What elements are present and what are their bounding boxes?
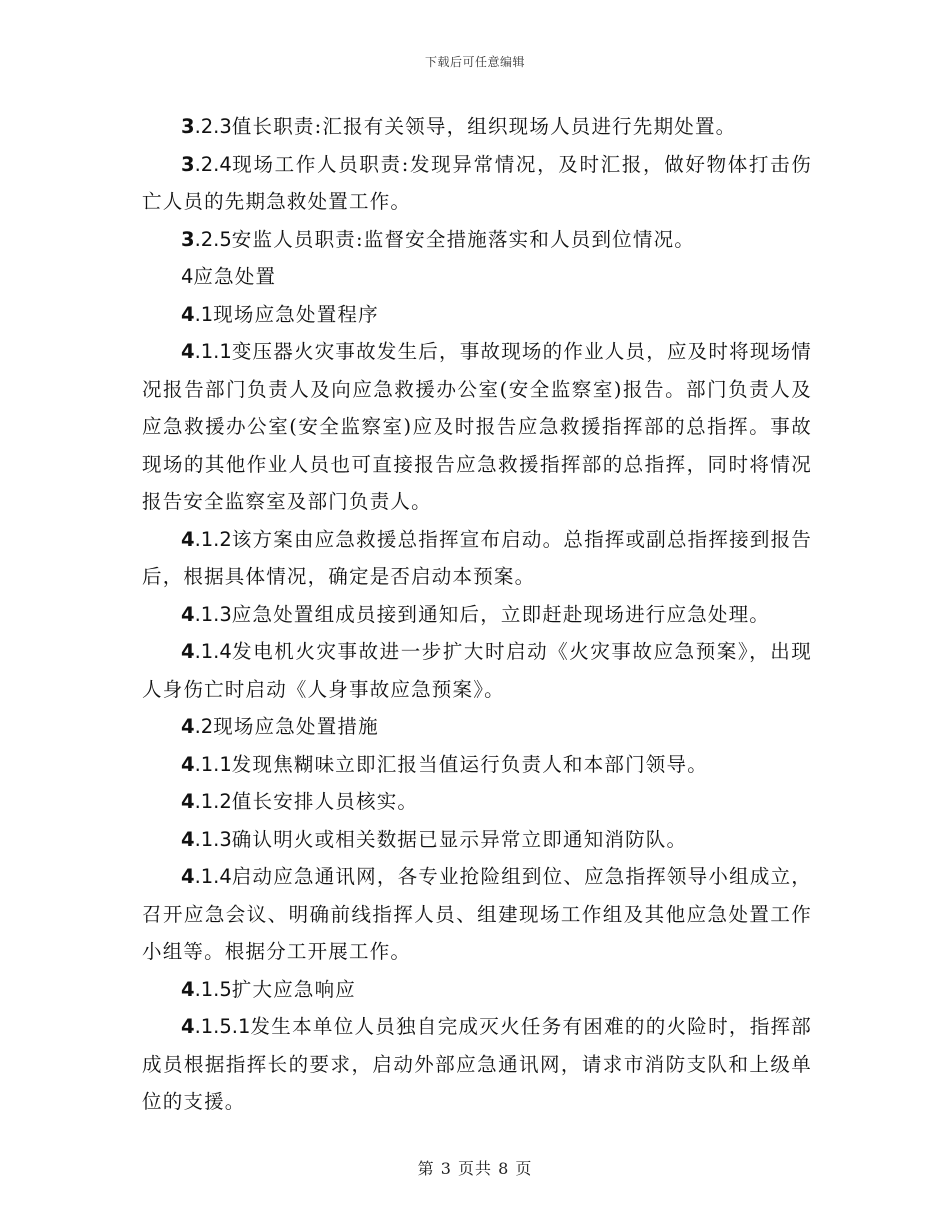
paragraph-measure-2: [142, 783, 812, 821]
paragraph-4-1-4: [142, 633, 812, 708]
paragraph-3-2-5: [142, 221, 812, 259]
paragraph-4-1-1: [142, 333, 812, 521]
section-number: 3.2.3: [181, 115, 232, 138]
section-number: 4.1.2: [181, 527, 232, 551]
section-number: 4.1.2: [181, 790, 232, 813]
section-number: 4.1.1: [181, 752, 232, 776]
section-number: 4: [181, 265, 194, 288]
paragraph-4-1-3: [142, 596, 812, 634]
section-heading-4: [142, 258, 812, 296]
section-number: 4.1.4: [181, 865, 232, 888]
document-body: [142, 108, 812, 1121]
paragraph-measure-5: [142, 971, 812, 1009]
section-heading-4-2: [142, 708, 812, 746]
section-number: 4.1.5: [181, 977, 232, 1001]
paragraph-3-2-3: [142, 108, 812, 146]
paragraph-measure-4: [142, 858, 812, 971]
section-number: 4.1.4: [181, 640, 232, 663]
paragraph-text: 该方案由应急救援总指挥宣布启动。总指挥或副总指挥接到报告后，根据具体情况，确定是否启动本预案。: [142, 527, 812, 588]
paragraph-text: 值长安排人员核实。: [231, 790, 419, 813]
paragraph-text: 确认明火或相关数据已显示异常立即通知消防队。: [231, 827, 688, 851]
paragraph-text: 发电机火灾事故进一步扩大时启动《火灾事故应急预案》，出现人身伤亡时启动《人身事故应急预案》。: [142, 640, 812, 701]
paragraph-text: 启动应急通讯网，各专业抢险组到位、应急指挥领导小组成立，召开应急会议、明确前线指挥人员、组建现场工作组及其他应急处置工作小组等。根据分工开展工作。: [142, 865, 812, 963]
section-number: 4.2: [181, 715, 214, 738]
paragraph-3-2-4: [142, 146, 812, 221]
paragraph-measure-3: [142, 821, 812, 859]
paragraph-measure-1: [142, 746, 812, 784]
paragraph-text: 扩大应急响应: [231, 977, 356, 1001]
paragraph-4-1-2: [142, 521, 812, 596]
section-number: 4.1.3: [181, 827, 232, 851]
paragraph-text: 安监人员职责:监督安全措施落实和人员到位情况。: [231, 227, 695, 251]
section-number: 4.1.5.1: [181, 1015, 251, 1038]
paragraph-text: 现场应急处置程序: [213, 302, 379, 326]
section-number: 4.1.1: [181, 340, 232, 363]
section-heading-4-1: [142, 296, 812, 334]
section-number: 3.2.4: [181, 152, 232, 176]
page-footer: 第 3 页共 8 页: [417, 1159, 533, 1178]
paragraph-text: 应急处置组成员接到通知后，立即赶赴现场进行应急处理。: [231, 602, 770, 626]
paragraph-text: 现场应急处置措施: [213, 715, 379, 738]
paragraph-text: 现场工作人员职责:发现异常情况，及时汇报，做好物体打击伤亡人员的先期急救处置工作。: [142, 152, 812, 213]
section-number: 4.1: [181, 302, 214, 326]
paragraph-text: 发现焦糊味立即汇报当值运行负责人和本部门领导。: [231, 752, 708, 776]
paragraph-text: 发生本单位人员独自完成灭火任务有困难的的火险时，指挥部成员根据指挥长的要求，启动外部应急通讯网，请求市消防支队和上级单位的支援。: [142, 1015, 812, 1113]
section-number: 3.2.5: [181, 227, 232, 251]
page-header: 下载后可任意编辑: [424, 55, 525, 69]
section-number: 4.1.3: [181, 602, 232, 626]
paragraph-text: 变压器火灾事故发生后，事故现场的作业人员，应及时将现场情况报告部门负责人及向应急救援办公室(安全监察室)报告。部门负责人及应急救援办公室(安全监察室)应及时报告应急救援指挥部的总指挥。事故现场的其他作业人员也可直接报告应急救援指挥部的总指挥，同时将情况报告安全监察室及部门负责人。: [142, 340, 812, 513]
paragraph-text: 应急处置: [193, 265, 277, 288]
paragraph-text: 值长职责:汇报有关领导，组织现场人员进行先期处置。: [231, 115, 737, 138]
paragraph-measure-5-1: [142, 1008, 812, 1121]
